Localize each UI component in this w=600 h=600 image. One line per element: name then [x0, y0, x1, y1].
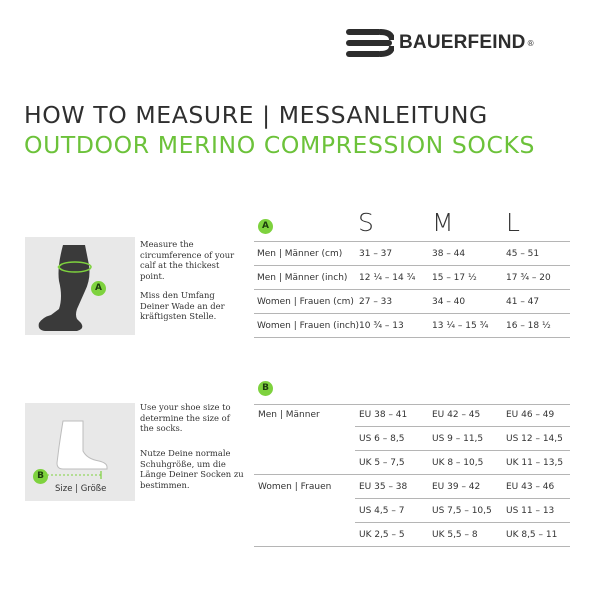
- table-row: [254, 266, 570, 290]
- group-label-men: Men | Männer: [258, 410, 320, 420]
- table-b-divider: [254, 474, 570, 475]
- cell-m: 15 – 17 ½: [432, 273, 477, 283]
- table-b-divider: [254, 404, 570, 405]
- badge-a-image: A: [91, 281, 106, 296]
- cell-m: 13 ¼ – 15 ¾: [432, 321, 489, 331]
- cell-l: 41 – 47: [506, 297, 540, 307]
- badge-a-table: A: [258, 219, 273, 234]
- row-label: Women | Frauen (inch): [257, 321, 360, 331]
- table-row: [254, 314, 570, 338]
- cell-b: US 12 – 14,5: [506, 434, 563, 444]
- sock-leg-icon: [25, 237, 135, 335]
- cell-b: UK 8 – 10,5: [432, 458, 484, 468]
- measure-a-description-de: Miss den Umfang Deiner Wade an der kräftigsten Stelle.: [140, 290, 225, 322]
- shoe-size-label: Size | Größe: [55, 484, 107, 494]
- cell-b: US 6 – 8,5: [359, 434, 405, 444]
- cell-m: 34 – 40: [432, 297, 466, 307]
- size-header-m: M: [432, 208, 454, 237]
- table-b-divider: [355, 450, 570, 451]
- table-a-divider: [254, 337, 570, 338]
- cell-b: EU 39 – 42: [432, 482, 481, 492]
- cell-b: EU 35 – 38: [359, 482, 408, 492]
- table-row: [254, 242, 570, 266]
- table-b-divider: [355, 498, 570, 499]
- calf-measure-illustration: [25, 237, 135, 335]
- cell-s: 31 – 37: [359, 249, 393, 259]
- table-b-divider: [355, 522, 570, 523]
- cell-b: US 9 – 11,5: [432, 434, 484, 444]
- cell-l: 17 ¾ – 20: [506, 273, 551, 283]
- badge-b-table: B: [258, 381, 273, 396]
- row-label: Men | Männer (inch): [257, 273, 348, 283]
- group-label-women: Women | Frauen: [258, 482, 332, 492]
- measure-b-description-de: Nutze Deine normale Schuhgröße, um die Länge Deiner Socken zu bestimmen.: [140, 448, 244, 490]
- shoe-size-illustration: [25, 403, 135, 501]
- brand-logo: [346, 28, 535, 58]
- cell-b: UK 8,5 – 11: [506, 530, 558, 540]
- brand-name: BAUERFEIND: [399, 32, 526, 53]
- cell-b: UK 2,5 – 5: [359, 530, 405, 540]
- page-title: HOW TO MEASURE | MESSANLEITUNG: [24, 101, 488, 129]
- cell-b: UK 5,5 – 8: [432, 530, 478, 540]
- cell-b: EU 46 – 49: [506, 410, 555, 420]
- cell-s: 12 ¼ – 14 ¾: [359, 273, 416, 283]
- cell-m: 38 – 44: [432, 249, 466, 259]
- table-row: [254, 290, 570, 314]
- measure-a-description-en: Measure the circumference of your calf at the thickest point.: [140, 239, 235, 281]
- badge-b-image: B: [33, 469, 48, 484]
- size-header-s: S: [358, 208, 374, 237]
- cell-b: US 4,5 – 7: [359, 506, 405, 516]
- bauerfeind-logo-icon: [346, 28, 394, 58]
- cell-b: EU 38 – 41: [359, 410, 408, 420]
- cell-l: 16 – 18 ½: [506, 321, 551, 331]
- table-b-divider: [254, 546, 570, 547]
- row-label: Women | Frauen (cm): [257, 297, 354, 307]
- measure-b-description-en: Use your shoe size to determine the size of the socks.: [140, 402, 231, 434]
- cell-b: UK 5 – 7,5: [359, 458, 405, 468]
- table-b-divider: [355, 426, 570, 427]
- size-header-l: L: [506, 208, 520, 237]
- cell-s: 27 – 33: [359, 297, 393, 307]
- cell-b: EU 42 – 45: [432, 410, 481, 420]
- cell-l: 45 – 51: [506, 249, 540, 259]
- cell-s: 10 ¾ – 13: [359, 321, 404, 331]
- cell-b: US 7,5 – 10,5: [432, 506, 492, 516]
- cell-b: EU 43 – 46: [506, 482, 555, 492]
- registered-mark: ®: [526, 38, 535, 48]
- cell-b: US 11 – 13: [506, 506, 555, 516]
- cell-b: UK 11 – 13,5: [506, 458, 564, 468]
- page-subtitle: OUTDOOR MERINO COMPRESSION SOCKS: [24, 131, 536, 159]
- row-label: Men | Männer (cm): [257, 249, 343, 259]
